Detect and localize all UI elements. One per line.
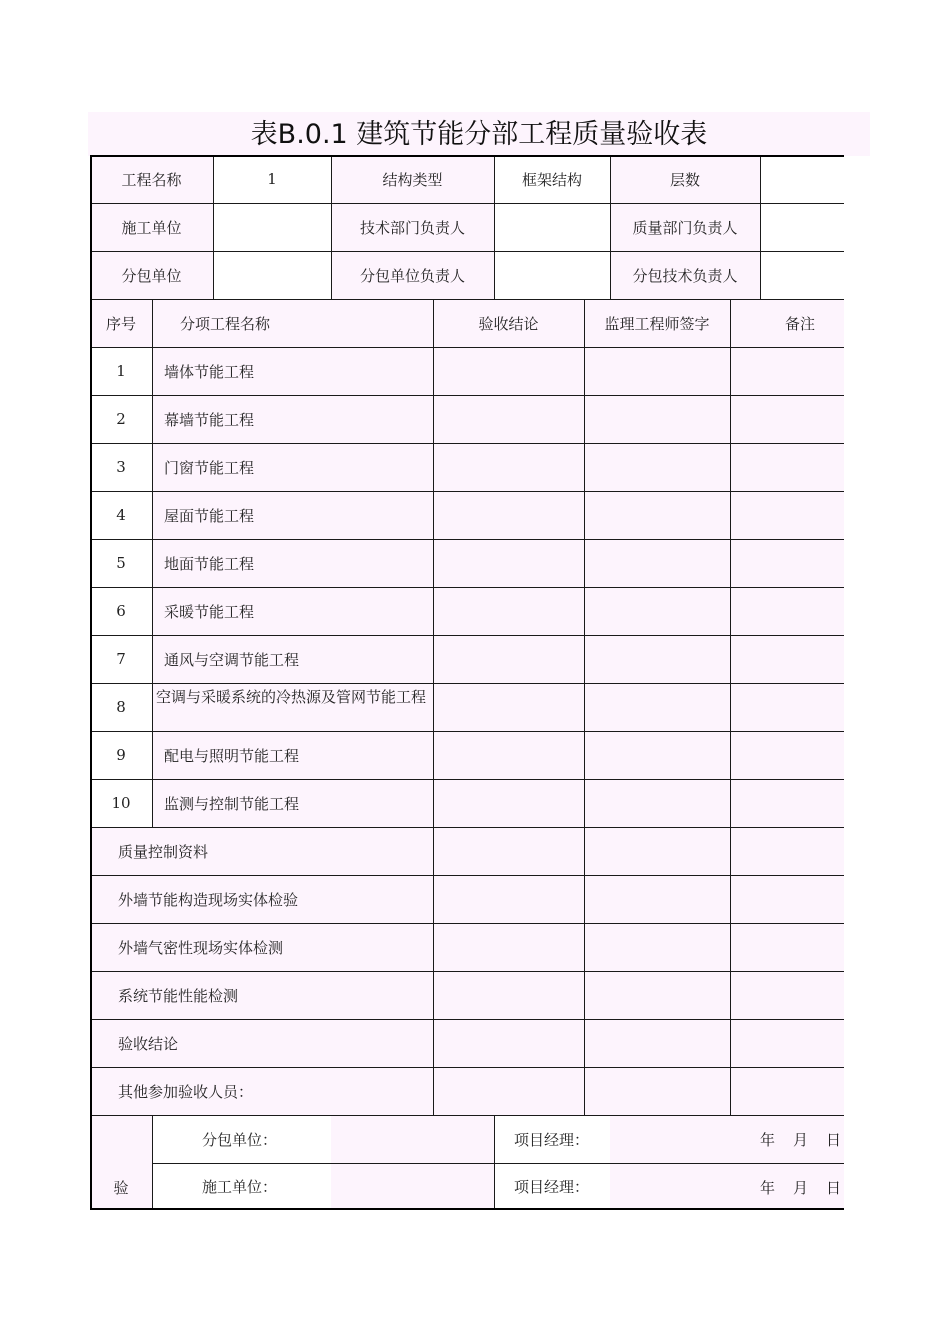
- item-supervisor-cell[interactable]: [584, 731, 730, 779]
- subcontractor-manager-label: 项目经理：: [494, 1115, 610, 1163]
- item-remarks-cell[interactable]: [730, 635, 844, 683]
- item-name: 墙体节能工程: [152, 347, 433, 395]
- extra-conclusion-cell[interactable]: [433, 875, 584, 923]
- quality-head-label: 质量部门负责人: [610, 203, 760, 251]
- item-supervisor-cell[interactable]: [584, 635, 730, 683]
- floors-label: 层数: [610, 155, 760, 203]
- item-remarks-cell[interactable]: [730, 731, 844, 779]
- item-remarks-cell[interactable]: [730, 347, 844, 395]
- item-name: 幕墙节能工程: [152, 395, 433, 443]
- grid-line: [90, 1115, 844, 1116]
- grid-line: [331, 155, 332, 299]
- extra-remarks-cell[interactable]: [730, 827, 844, 875]
- item-name: 地面节能工程: [152, 539, 433, 587]
- item-remarks-cell[interactable]: [730, 491, 844, 539]
- grid-line: [494, 155, 495, 299]
- floors-field[interactable]: [760, 155, 844, 203]
- acceptance-side-label: 验: [90, 1115, 152, 1210]
- extra-supervisor-cell[interactable]: [584, 875, 730, 923]
- sub-tech-head-label: 分包技术负责人: [610, 251, 760, 299]
- grid-line: [90, 251, 844, 252]
- item-remarks-cell[interactable]: [730, 683, 844, 731]
- acceptance-form: [90, 155, 844, 1210]
- item-remarks-cell[interactable]: [730, 779, 844, 827]
- item-supervisor-cell[interactable]: [584, 443, 730, 491]
- extra-conclusion-cell[interactable]: [433, 971, 584, 1019]
- grid-line: [584, 299, 585, 1115]
- grid-line: [760, 155, 761, 299]
- column-header-supervisor: 监理工程师签字: [584, 299, 730, 347]
- extra-supervisor-cell[interactable]: [584, 1019, 730, 1067]
- extra-conclusion-cell[interactable]: [433, 1019, 584, 1067]
- subcontractor-manager-sign-field[interactable]: [610, 1115, 844, 1163]
- sub-unit-head-field[interactable]: [494, 251, 610, 299]
- grid-line: [213, 155, 214, 299]
- construction-unit-sign-field[interactable]: [331, 1163, 494, 1210]
- item-supervisor-cell[interactable]: [584, 779, 730, 827]
- extra-supervisor-cell[interactable]: [584, 971, 730, 1019]
- item-remarks-cell[interactable]: [730, 395, 844, 443]
- item-conclusion-cell[interactable]: [433, 539, 584, 587]
- project-name-field[interactable]: 1: [213, 155, 331, 203]
- extra-supervisor-cell[interactable]: [584, 1067, 730, 1115]
- item-name: 空调与采暖系统的冷热源及管网节能工程: [152, 683, 433, 731]
- construction-unit-label: 施工单位: [90, 203, 213, 251]
- item-name: 监测与控制节能工程: [152, 779, 433, 827]
- item-conclusion-cell[interactable]: [433, 395, 584, 443]
- item-no: 3: [90, 443, 152, 491]
- grid-line: [494, 1115, 495, 1210]
- item-remarks-cell[interactable]: [730, 539, 844, 587]
- item-conclusion-cell[interactable]: [433, 683, 584, 731]
- grid-line: [152, 299, 153, 827]
- item-remarks-cell[interactable]: [730, 587, 844, 635]
- other-participants-label: 其他参加验收人员：: [90, 1067, 433, 1115]
- construction-date-year: 年: [760, 1179, 776, 1197]
- item-conclusion-cell[interactable]: [433, 587, 584, 635]
- construction-date-day: 日: [826, 1179, 842, 1197]
- wall-airtightness-test-label: 外墙气密性现场实体检测: [90, 923, 433, 971]
- extra-remarks-cell[interactable]: [730, 923, 844, 971]
- acceptance-conclusion-label: 验收结论: [90, 1019, 433, 1067]
- column-header-remarks: 备注: [730, 299, 844, 347]
- extra-remarks-cell[interactable]: [730, 1067, 844, 1115]
- item-name: 采暖节能工程: [152, 587, 433, 635]
- page-title: 表B.0.1 建筑节能分部工程质量验收表: [250, 119, 708, 150]
- item-supervisor-cell[interactable]: [584, 395, 730, 443]
- item-no: 6: [90, 587, 152, 635]
- construction-manager-label: 项目经理：: [494, 1163, 610, 1210]
- table-border-left: [90, 155, 92, 1210]
- item-supervisor-cell[interactable]: [584, 539, 730, 587]
- extra-remarks-cell[interactable]: [730, 971, 844, 1019]
- sub-tech-head-field[interactable]: [760, 251, 844, 299]
- item-name: 通风与空调节能工程: [152, 635, 433, 683]
- item-conclusion-cell[interactable]: [433, 731, 584, 779]
- extra-conclusion-cell[interactable]: [433, 923, 584, 971]
- grid-line: [152, 1163, 844, 1164]
- item-name: 配电与照明节能工程: [152, 731, 433, 779]
- subcontractor-date-day: 日: [826, 1131, 842, 1149]
- wall-structure-test-label: 外墙节能构造现场实体检验: [90, 875, 433, 923]
- subcontractor-field[interactable]: [213, 251, 331, 299]
- extra-supervisor-cell[interactable]: [584, 827, 730, 875]
- item-remarks-cell[interactable]: [730, 443, 844, 491]
- quality-head-field[interactable]: [760, 203, 844, 251]
- item-conclusion-cell[interactable]: [433, 443, 584, 491]
- extra-remarks-cell[interactable]: [730, 1019, 844, 1067]
- item-supervisor-cell[interactable]: [584, 683, 730, 731]
- item-supervisor-cell[interactable]: [584, 491, 730, 539]
- table-border-bottom: [90, 1208, 844, 1210]
- construction-manager-sign-field[interactable]: [610, 1163, 844, 1210]
- item-no: 2: [90, 395, 152, 443]
- tech-head-label: 技术部门负责人: [331, 203, 494, 251]
- construction-unit-field[interactable]: [213, 203, 331, 251]
- extra-conclusion-cell[interactable]: [433, 1067, 584, 1115]
- grid-line: [90, 203, 844, 204]
- item-conclusion-cell[interactable]: [433, 635, 584, 683]
- item-supervisor-cell[interactable]: [584, 347, 730, 395]
- subcontractor-date-year: 年: [760, 1131, 776, 1149]
- subcontractor-unit-label: 分包单位：: [152, 1115, 331, 1163]
- item-conclusion-cell[interactable]: [433, 779, 584, 827]
- item-no: 1: [90, 347, 152, 395]
- tech-head-field[interactable]: [494, 203, 610, 251]
- grid-line: [152, 1115, 153, 1210]
- item-no: 4: [90, 491, 152, 539]
- item-no: 9: [90, 731, 152, 779]
- structure-type-field[interactable]: 框架结构: [494, 155, 610, 203]
- subcontractor-unit-sign-field[interactable]: [331, 1115, 494, 1163]
- extra-conclusion-cell[interactable]: [433, 827, 584, 875]
- grid-line: [730, 299, 731, 1115]
- extra-remarks-cell[interactable]: [730, 875, 844, 923]
- subcontractor-label: 分包单位: [90, 251, 213, 299]
- item-no: 5: [90, 539, 152, 587]
- grid-line: [433, 299, 434, 1115]
- item-name: 屋面节能工程: [152, 491, 433, 539]
- item-no: 8: [90, 683, 152, 731]
- item-no: 10: [90, 779, 152, 827]
- column-header-conclusion: 验收结论: [433, 299, 584, 347]
- subcontractor-date-month: 月: [793, 1131, 809, 1149]
- system-performance-test-label: 系统节能性能检测: [90, 971, 433, 1019]
- item-conclusion-cell[interactable]: [433, 491, 584, 539]
- quality-control-docs-label: 质量控制资料: [90, 827, 433, 875]
- item-conclusion-cell[interactable]: [433, 347, 584, 395]
- table-border-top: [90, 155, 844, 157]
- item-no: 7: [90, 635, 152, 683]
- structure-type-label: 结构类型: [331, 155, 494, 203]
- item-supervisor-cell[interactable]: [584, 587, 730, 635]
- construction-date-month: 月: [793, 1179, 809, 1197]
- project-name-label: 工程名称: [90, 155, 213, 203]
- construction-unit-sign-label: 施工单位：: [152, 1163, 331, 1210]
- column-header-item: 分项工程名称: [152, 299, 433, 347]
- sub-unit-head-label: 分包单位负责人: [331, 251, 494, 299]
- extra-supervisor-cell[interactable]: [584, 923, 730, 971]
- column-header-seq: 序号: [90, 299, 152, 347]
- item-name: 门窗节能工程: [152, 443, 433, 491]
- grid-line: [610, 155, 611, 299]
